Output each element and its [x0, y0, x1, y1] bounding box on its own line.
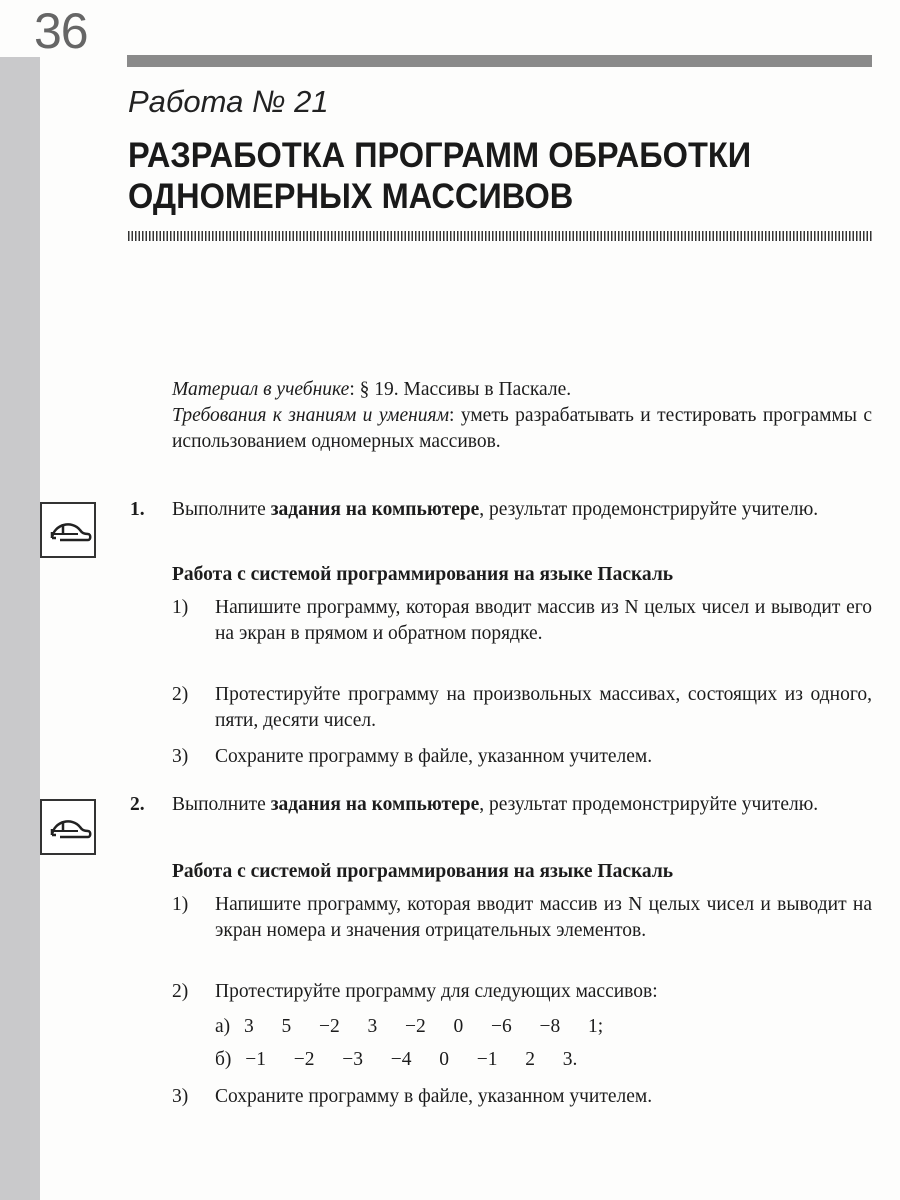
step: [172, 1084, 872, 1110]
task-text: Выполните: [172, 499, 271, 520]
step: [172, 595, 872, 647]
step-text: Сохраните программу в файле, указанном учителем.: [215, 746, 653, 767]
subheading: Работа с системой программирования на языке Паскаль: [172, 564, 674, 585]
task-text-bold: задания на компьютере: [270, 794, 480, 815]
step-text: Протестируйте программу для следующих массивов:: [215, 981, 658, 1002]
step-number: 3): [172, 1086, 189, 1107]
array-a: а) 3 5 −2 3 −2 0 −6 −8 1;: [215, 1016, 604, 1037]
task-2: [130, 792, 872, 818]
header-bar: [127, 55, 872, 67]
step-text: Напишите программу, которая вводит массив из N целых чисел и выводит его на экран в прямом и обратном порядке.: [215, 597, 872, 644]
computer-mouse-icon: [40, 799, 96, 855]
task-text: , результат продемонстрируйте учителю.: [479, 794, 819, 815]
step-number: 1): [172, 597, 189, 618]
work-number: Работа № 21: [128, 84, 329, 119]
step: [172, 744, 872, 770]
task-1: [130, 497, 872, 523]
array-b: б) −1 −2 −3 −4 0 −1 2 3.: [215, 1049, 578, 1070]
step-text: Протестируйте программу на произвольных массивах, состоящих из одного, пяти, десяти чисел.: [215, 684, 872, 731]
page-number: 36: [34, 3, 88, 59]
step-text: Напишите программу, которая вводит массив из N целых чисел и выводит на экран номера и значения отрицательных элементов.: [215, 894, 872, 941]
task-text-bold: задания на компьютере: [270, 499, 480, 520]
step-text: Сохраните программу в файле, указанном учителем.: [215, 1086, 653, 1107]
requirements-label: Требования к знаниям и умениям: [172, 405, 450, 426]
step-number: 3): [172, 746, 189, 767]
step-number: 2): [172, 684, 189, 705]
title-line: ОДНОМЕРНЫХ МАССИВОВ: [128, 177, 574, 216]
dotted-divider: [128, 231, 872, 241]
step: [172, 892, 872, 944]
page-title: [128, 135, 835, 217]
title-line: РАЗРАБОТКА ПРОГРАММ ОБРАБОТКИ: [128, 136, 752, 175]
requirements-text: : уметь разрабатывать и тестировать программы с использованием одномерных массивов.: [172, 405, 872, 452]
material-label: Материал в учебнике: [172, 379, 350, 400]
intro: [172, 377, 872, 455]
subheading: Работа с системой программирования на языке Паскаль: [172, 861, 674, 882]
task-number: 2.: [130, 794, 145, 815]
page-side-strip: [0, 57, 40, 1200]
task-text: , результат продемонстрируйте учителю.: [479, 499, 819, 520]
task-text: Выполните: [172, 794, 271, 815]
step: [172, 979, 872, 1005]
step: [172, 682, 872, 734]
step-number: 2): [172, 981, 189, 1002]
computer-mouse-icon: [40, 502, 96, 558]
step-number: 1): [172, 894, 189, 915]
task-number: 1.: [130, 499, 145, 520]
material-text: : § 19. Массивы в Паскале.: [349, 379, 572, 400]
